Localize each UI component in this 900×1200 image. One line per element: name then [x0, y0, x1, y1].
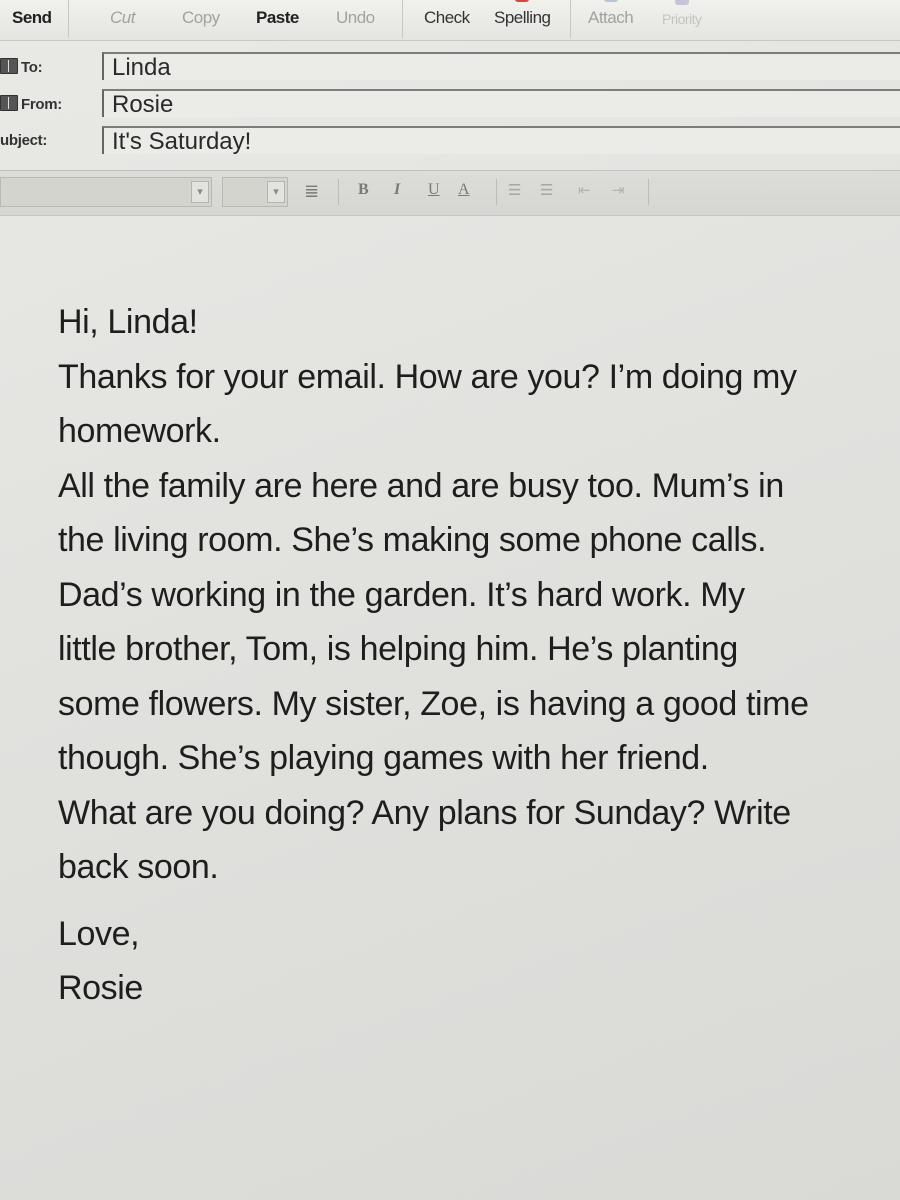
spelling-icon — [515, 0, 529, 2]
attach-label: Attach — [588, 8, 634, 27]
body-line: though. She’s playing games with her friend. — [58, 739, 709, 777]
send-button[interactable]: Send — [12, 8, 52, 27]
body-line: What are you doing? Any plans for Sunday? Write — [58, 793, 791, 832]
check-names-button[interactable]: Check — [424, 8, 470, 27]
toolbar-divider — [68, 0, 69, 38]
message-body[interactable] — [58, 295, 848, 1016]
from-row — [0, 87, 900, 121]
attach-button[interactable] — [588, 8, 633, 28]
priority-icon — [675, 0, 689, 5]
toolbar-divider — [402, 0, 403, 38]
signature: Rosie — [58, 969, 143, 1007]
numbered-list-icon[interactable]: ☰ — [508, 181, 522, 199]
body-line: the living room. She’s making some phone calls. — [58, 521, 767, 559]
cut-button[interactable]: Cut — [110, 8, 135, 27]
outdent-icon[interactable]: ⇤ — [578, 181, 591, 199]
address-book-icon — [0, 95, 18, 111]
body-line: back soon. — [58, 848, 219, 886]
format-divider — [338, 179, 339, 205]
to-field[interactable]: Linda — [102, 52, 900, 80]
subject-row — [0, 124, 900, 158]
chevron-down-icon: ▾ — [191, 181, 209, 203]
format-divider — [496, 179, 497, 205]
toolbar-divider — [570, 0, 571, 38]
subject-label: ubject: — [0, 132, 48, 149]
subject-field[interactable]: It's Saturday! — [102, 126, 900, 154]
from-field[interactable]: Rosie — [102, 89, 900, 117]
body-line: little brother, Tom, is helping him. He’s planting — [58, 630, 738, 668]
paperclip-icon — [604, 0, 618, 2]
to-row — [0, 50, 900, 84]
undo-button[interactable]: Undo — [336, 8, 375, 27]
body-line: some flowers. My sister, Zoe, is having a good time — [58, 684, 809, 723]
from-label[interactable]: From: — [0, 95, 62, 113]
body-line: Dad’s working in the garden. It’s hard work. My — [58, 575, 745, 614]
font-size-select[interactable] — [222, 177, 288, 207]
underline-button[interactable]: U — [428, 181, 440, 198]
address-book-icon — [0, 58, 18, 74]
format-divider — [648, 179, 649, 205]
body-line: Thanks for your email. How are you? I’m doing my — [58, 357, 797, 396]
body-line: homework. — [58, 412, 221, 450]
italic-button[interactable]: I — [394, 181, 401, 198]
font-family-select[interactable] — [0, 177, 212, 207]
bullet-list-icon[interactable]: ☰ — [540, 181, 554, 199]
spelling-label: Spelling — [494, 8, 551, 27]
body-line: All the family are here and are busy too. Mum’s in — [58, 466, 784, 505]
copy-button[interactable]: Copy — [182, 8, 220, 27]
spelling-button[interactable] — [494, 8, 551, 28]
align-icon[interactable]: ≣ — [304, 181, 320, 202]
bold-button[interactable]: B — [358, 181, 369, 198]
to-label[interactable]: To: — [0, 58, 42, 76]
toolbar — [0, 0, 900, 41]
priority-button[interactable] — [662, 11, 702, 27]
font-color-button[interactable]: A — [458, 181, 470, 198]
chevron-down-icon: ▾ — [267, 181, 285, 203]
closing: Love, — [58, 914, 140, 953]
formatting-toolbar — [0, 170, 900, 216]
paste-button[interactable]: Paste — [256, 8, 299, 27]
priority-label: Priority — [662, 11, 702, 27]
indent-icon[interactable]: ⇥ — [612, 181, 625, 199]
greeting: Hi, Linda! — [58, 303, 198, 341]
